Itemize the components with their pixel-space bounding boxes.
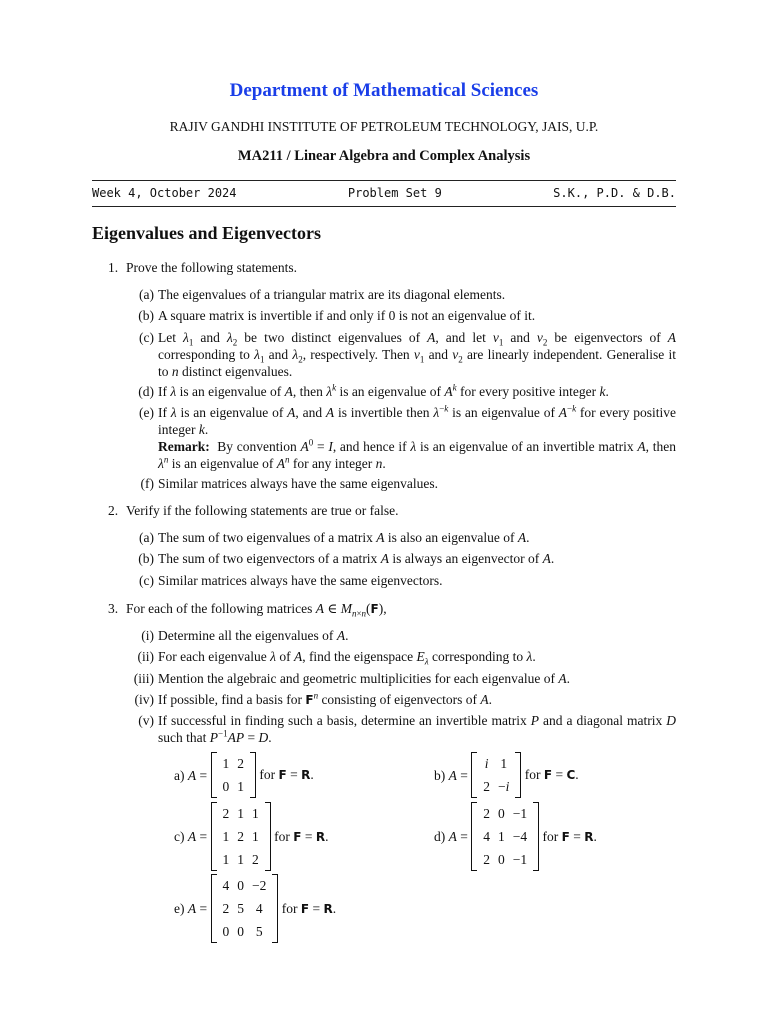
section-title: Eigenvalues and Eigenvectors bbox=[92, 223, 322, 243]
matrix-d: d) A = 2 0 −1 4 1 −4 2 0 −1 for F = R. bbox=[434, 802, 597, 871]
week-label: Week 4, October 2024 bbox=[92, 186, 237, 200]
top-rule bbox=[92, 180, 676, 181]
bottom-rule bbox=[92, 206, 676, 207]
matrix-e: e) A = 4 0 −2 2 5 4 0 0 5 for F = R. bbox=[174, 874, 336, 943]
matrix-a: a) A = 1 2 0 1 for F = R. bbox=[174, 752, 314, 798]
institute-name: RAJIV GANDHI INSTITUTE OF PETROLEUM TECHNOLOGY, JAIS, U.P. bbox=[169, 119, 599, 134]
header-bar bbox=[92, 185, 676, 202]
authors-label: S.K., P.D. & D.B. bbox=[553, 186, 676, 200]
course-title: MA211 / Linear Algebra and Complex Analysis bbox=[237, 148, 531, 164]
matrix-b: b) A = i 1 2 −i for F = C. bbox=[434, 752, 579, 798]
matrix-c: c) A = 2 1 1 1 2 1 1 1 2 for F = R. bbox=[174, 802, 328, 871]
department-title: Department of Mathematical Sciences bbox=[229, 80, 539, 101]
set-label: Problem Set 9 bbox=[347, 186, 442, 200]
